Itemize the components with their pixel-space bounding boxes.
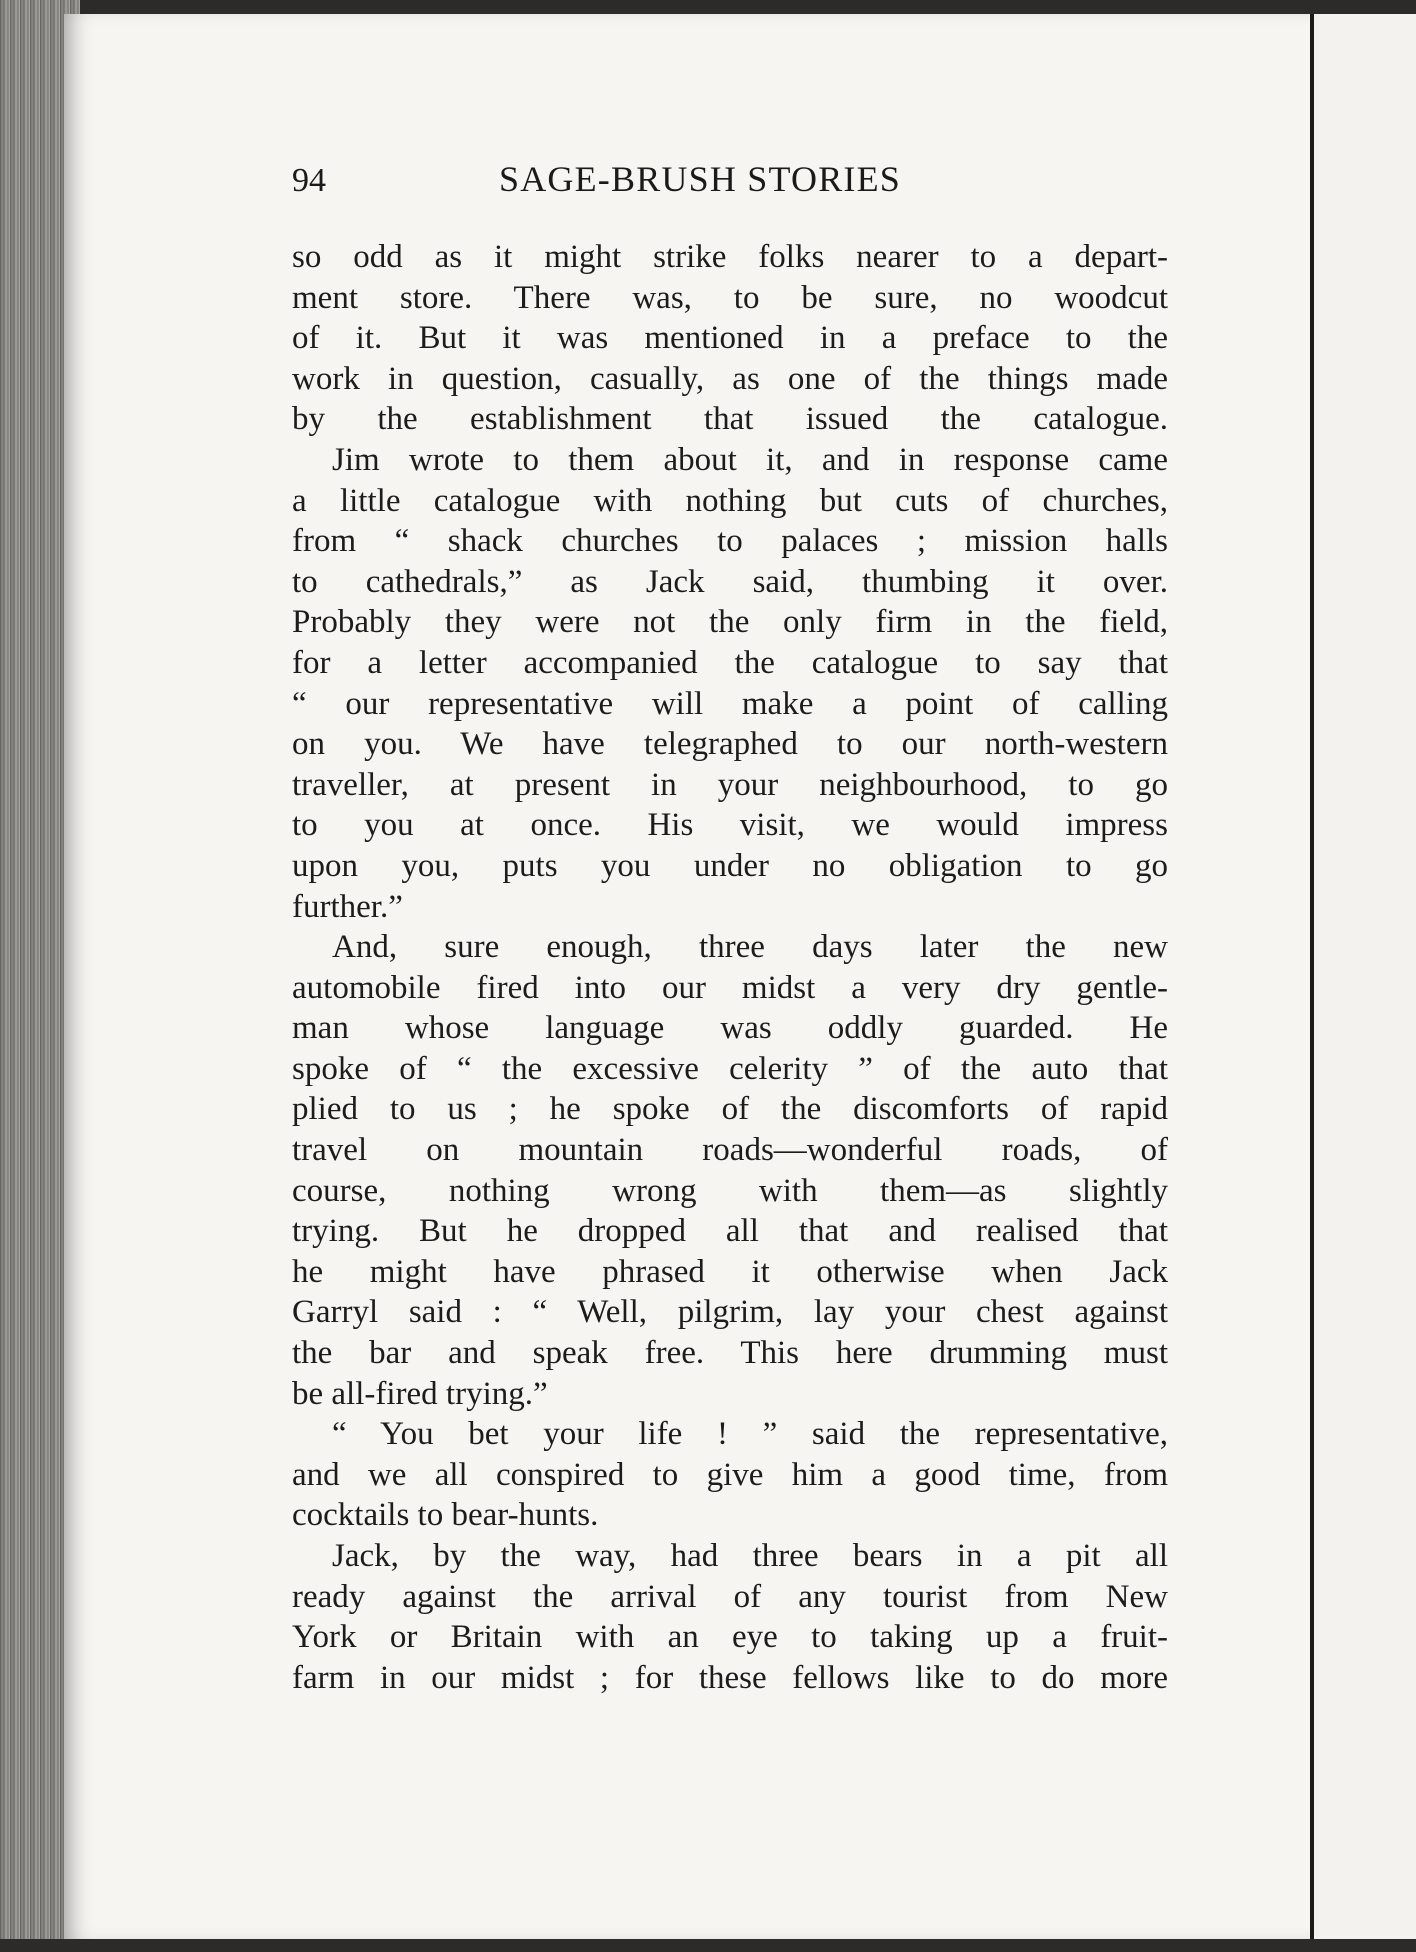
text-line: be all-fired trying.” <box>292 1375 548 1412</box>
text-line: and we all conspired to give him a good time, from <box>292 1456 1168 1493</box>
text-line: of it. But it was mentioned in a preface to the <box>292 320 1168 357</box>
text-line: so odd as it might strike folks nearer to a depart- <box>292 239 1168 275</box>
text-line: ment store. There was, to be sure, no woodcut <box>292 279 1168 316</box>
text-line: York or Britain with an eye to taking up a fruit- <box>292 1619 1168 1656</box>
text-line: spoke of “ the excessive celerity ” of the auto that <box>292 1050 1168 1087</box>
text-line: And, sure enough, three days later the new <box>332 929 1168 966</box>
text-line: trying. But he dropped all that and realised that <box>292 1213 1168 1250</box>
page-number: 94 <box>292 162 326 199</box>
text-line: for a letter accompanied the catalogue to say that <box>292 644 1168 681</box>
text-line: automobile fired into our midst a very dry gentle- <box>292 969 1168 1006</box>
text-line: further.” <box>292 888 403 925</box>
scan-top-border <box>0 0 1416 14</box>
text-line: to you at once. His visit, we would impress <box>292 807 1168 844</box>
page-header <box>292 158 1168 208</box>
text-line: he might have phrased it otherwise when Jack <box>292 1253 1168 1290</box>
text-line: by the establishment that issued the catalogue. <box>292 401 1168 438</box>
scan-bottom-border <box>0 1939 1416 1952</box>
text-line: cocktails to bear-hunts. <box>292 1497 599 1534</box>
text-line: Jim wrote to them about it, and in response came <box>332 441 1168 478</box>
text-line: a little catalogue with nothing but cuts of churches, <box>292 482 1168 519</box>
text-line: the bar and speak free. This here drumming must <box>292 1335 1168 1372</box>
text-line: Garryl said : “ Well, pilgrim, lay your chest against <box>292 1294 1168 1331</box>
text-line: farm in our midst ; for these fellows like to do more <box>292 1659 1168 1696</box>
running-title: SAGE-BRUSH STORIES <box>499 159 902 199</box>
body-text <box>292 237 1168 1698</box>
text-line: traveller, at present in your neighbourhood, to go <box>292 766 1168 803</box>
text-line: travel on mountain roads—wonderful roads, of <box>292 1132 1168 1169</box>
text-line: Probably they were not the only firm in the field, <box>292 604 1168 641</box>
text-line: plied to us ; he spoke of the discomforts of rapid <box>292 1091 1168 1128</box>
text-line: on you. We have telegraphed to our north-western <box>292 726 1168 763</box>
text-line: course, nothing wrong with them—as slightly <box>292 1172 1168 1209</box>
text-line: man whose language was oddly guarded. He <box>292 1010 1168 1047</box>
facing-page-edge <box>1314 14 1416 1939</box>
text-line: to cathedrals,” as Jack said, thumbing it over. <box>292 563 1168 600</box>
text-line: Jack, by the way, had three bears in a pit all <box>332 1538 1168 1574</box>
text-line: ready against the arrival of any tourist from New <box>292 1578 1168 1615</box>
text-line: “ our representative will make a point of calling <box>292 685 1168 722</box>
text-line: from “ shack churches to palaces ; mission halls <box>292 523 1168 560</box>
text-line: work in question, casually, as one of the things made <box>292 360 1168 397</box>
text-line: upon you, puts you under no obligation to go <box>292 847 1168 884</box>
text-line: “ You bet your life ! ” said the representative, <box>332 1416 1168 1453</box>
